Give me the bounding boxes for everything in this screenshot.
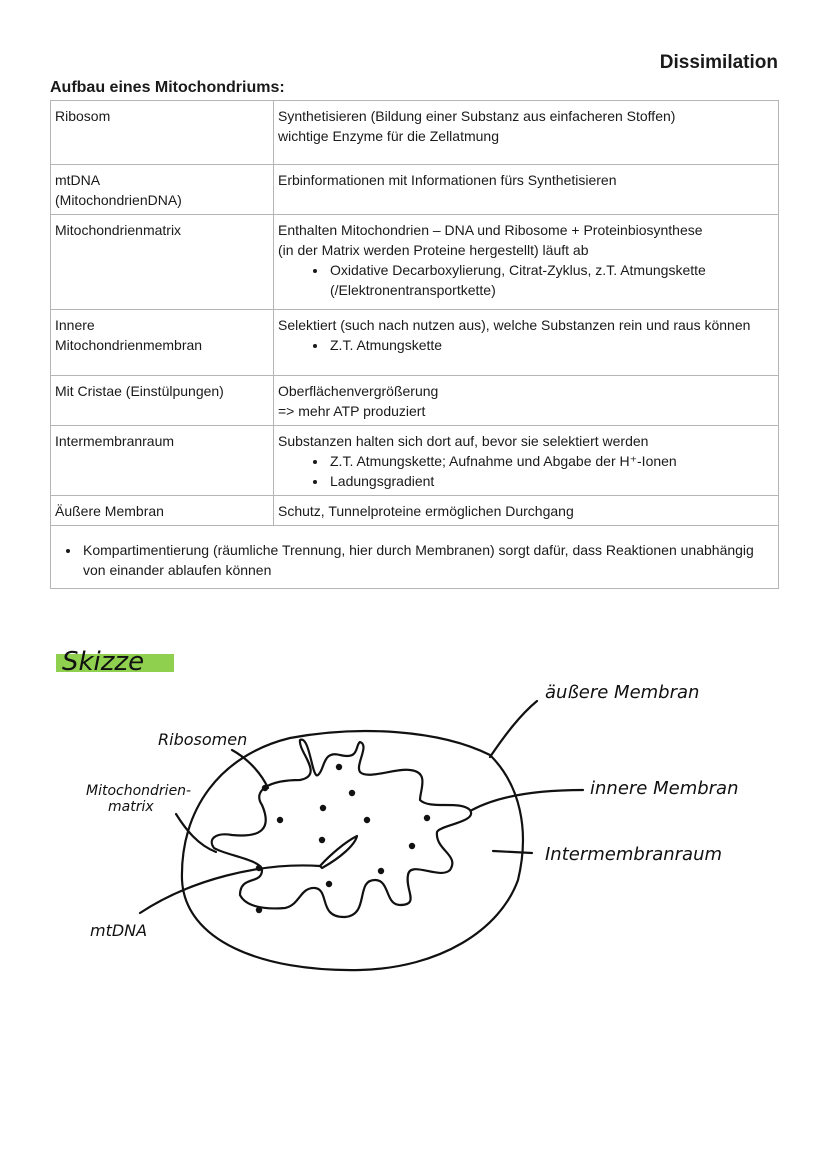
label-mtdna: mtDNA <box>90 921 148 940</box>
label-ribosomes: Ribosomen <box>158 730 248 749</box>
description-cell: Erbinformationen mit Informationen fürs Synthetisieren <box>274 165 779 215</box>
mtdna-strand <box>320 836 357 868</box>
bullet-list <box>55 540 770 580</box>
bullet-list <box>278 260 774 300</box>
mitochondrium-table <box>50 100 779 589</box>
outer-membrane-leader <box>490 701 537 757</box>
description-cell: Substanzen halten sich dort auf, bevor sie selektiert werden • Z.T. Atmungskette; Aufnahme und Abgabe der H⁺-Ionen • Ladungsgradient <box>274 426 779 496</box>
note-row <box>51 526 779 589</box>
term-cell: mtDNA (MitochondrienDNA) <box>51 165 274 215</box>
term-cell: Mitochondrienmatrix <box>51 215 274 310</box>
bullet-list <box>278 451 774 491</box>
table-row <box>51 426 779 496</box>
bullet-item: • Z.T. Atmungskette; Aufnahme und Abgabe der H⁺-Ionen <box>328 451 774 471</box>
bullet-list <box>278 335 774 355</box>
ribosomes-leader <box>232 750 268 788</box>
section-title: Aufbau eines Mitochondriums: <box>50 79 285 96</box>
sketch-heading: Skizze <box>62 647 145 677</box>
bullet-item: • Oxidative Decarboxylierung, Citrat-Zyklus, z.T. Atmungskette (/Elektronentransportkette) <box>328 260 774 300</box>
intermembrane-leader <box>493 851 532 853</box>
table-row <box>51 310 779 376</box>
label-matrix-line1: Mitochondrien- <box>86 783 192 799</box>
matrix-leader <box>176 814 216 852</box>
table-row <box>51 496 779 526</box>
table-row <box>51 215 779 310</box>
description-cell: Synthetisieren (Bildung einer Substanz aus einfacheren Stoffen) wichtige Enzyme für die Zellatmung <box>274 101 779 165</box>
table-row <box>51 376 779 426</box>
term-cell: Innere Mitochondrienmembran <box>51 310 274 376</box>
table-row <box>51 101 779 165</box>
term-cell: Ribosom <box>51 101 274 165</box>
label-inner-membrane: innere Membran <box>590 778 739 799</box>
document-title: Dissimilation <box>659 52 778 73</box>
description-cell: Schutz, Tunnelproteine ermöglichen Durchgang <box>274 496 779 526</box>
label-intermembrane-space: Intermembranraum <box>545 844 723 865</box>
outer-membrane <box>182 731 523 970</box>
description-cell: Enthalten Mitochondrien – DNA und Ribosome + Proteinbiosynthese (in der Matrix werden Proteine hergestellt) läuft ab • Oxidative Decarboxylierung, Citrat-Zyklus, z.T. Atmungskette (/Elektronentransportkette) <box>274 215 779 310</box>
label-outer-membrane: äußere Membran <box>545 682 700 703</box>
term-cell: Intermembranraum <box>51 426 274 496</box>
label-matrix-line2: matrix <box>108 799 154 815</box>
description-cell: Oberflächenvergrößerung => mehr ATP produziert <box>274 376 779 426</box>
table-row <box>51 165 779 215</box>
bullet-item: • Z.T. Atmungskette <box>328 335 774 355</box>
inner-membrane-leader <box>472 790 583 810</box>
note-cell <box>51 526 779 589</box>
bullet-item: • Ladungsgradient <box>328 471 774 491</box>
description-cell: Selektiert (such nach nutzen aus), welche Substanzen rein und raus können • Z.T. Atmungskette <box>274 310 779 376</box>
mtdna-leader <box>140 865 320 913</box>
ribosome-dots <box>256 764 430 913</box>
term-cell: Äußere Membran <box>51 496 274 526</box>
term-cell: Mit Cristae (Einstülpungen) <box>51 376 274 426</box>
mitochondrion-sketch <box>0 600 828 1020</box>
bullet-item: • Kompartimentierung (räumliche Trennung, hier durch Membranen) sorgt dafür, dass Reaktionen unabhängig von einander ablaufen können <box>81 540 770 580</box>
